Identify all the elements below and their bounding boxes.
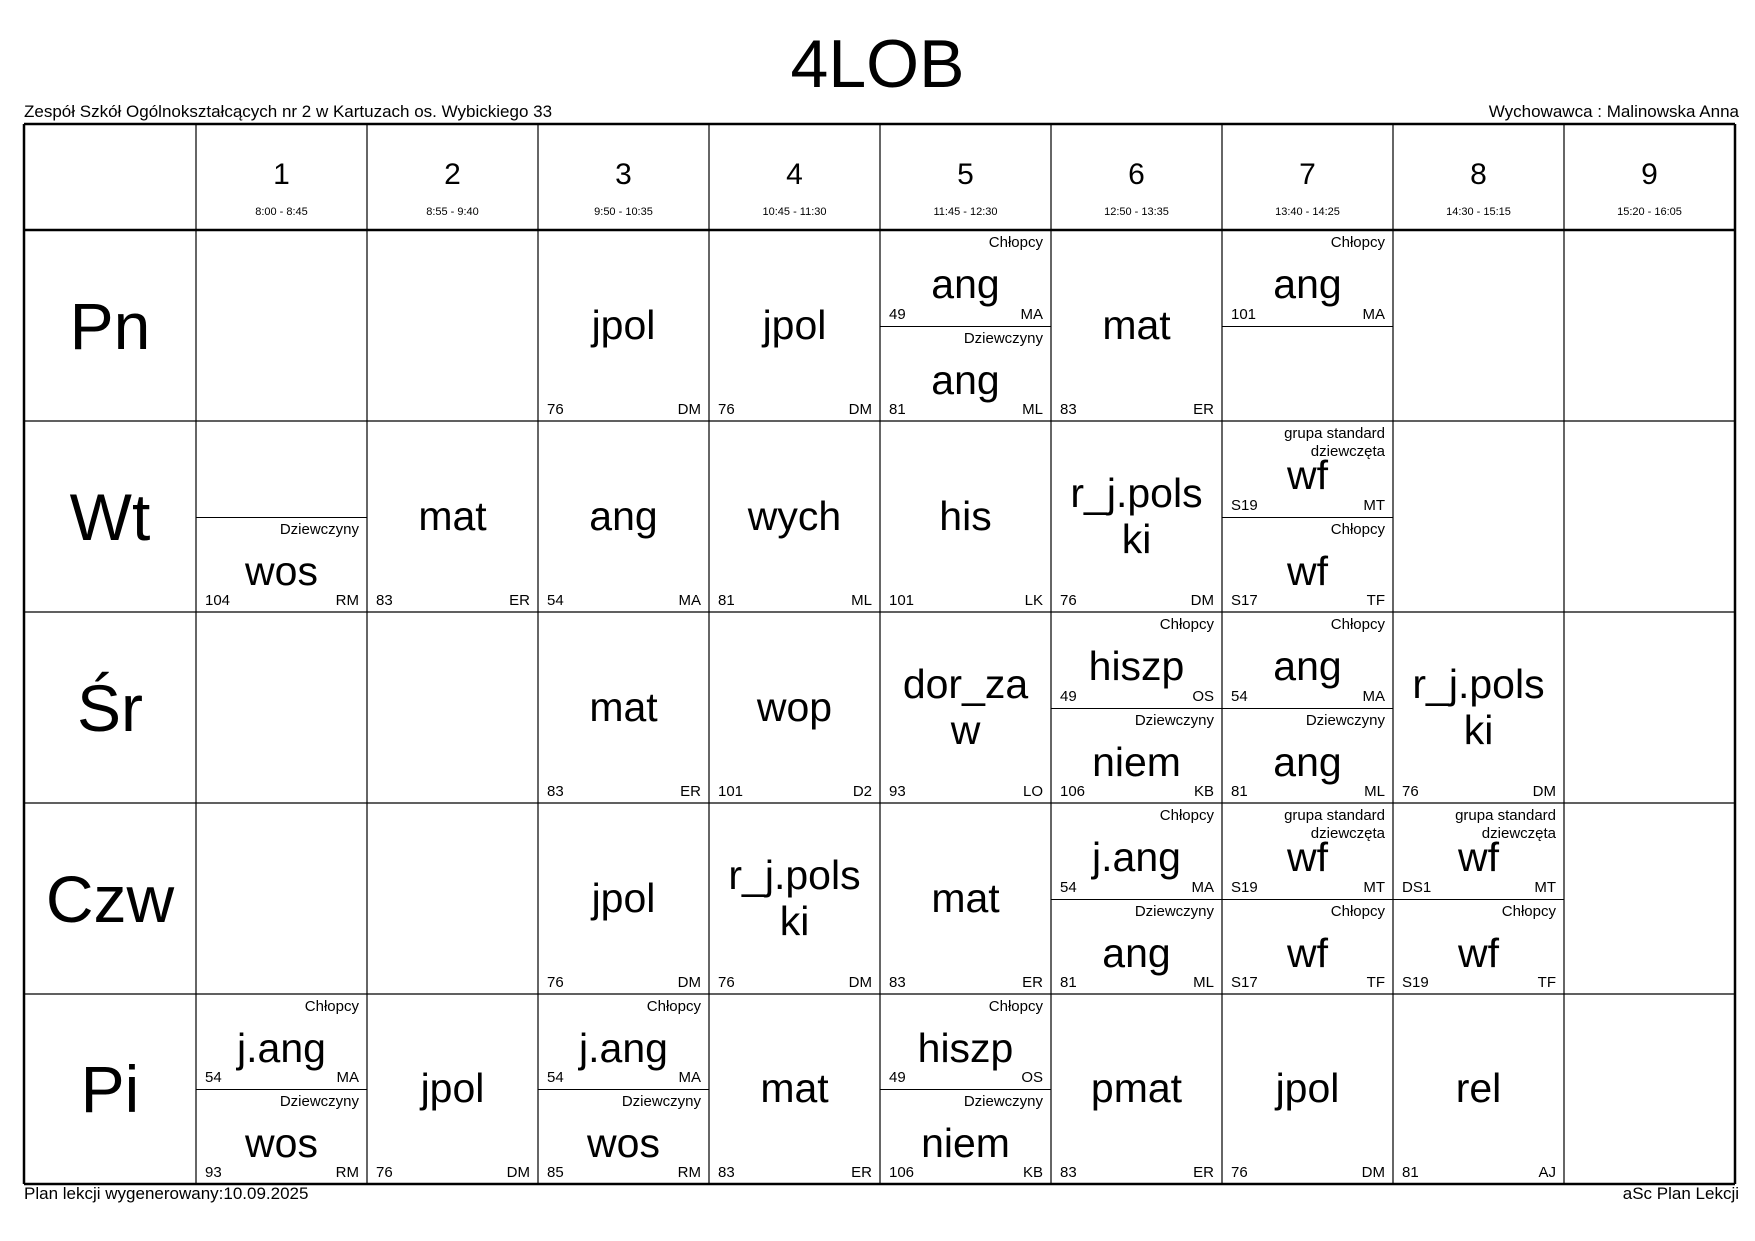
lesson-teacher: MA <box>1191 878 1214 896</box>
period-header <box>1564 124 1735 230</box>
period-number: 5 <box>957 158 974 191</box>
lesson-room: 83 <box>889 974 906 991</box>
period-time: 15:20 - 16:05 <box>1617 206 1682 218</box>
lesson-subject: wf <box>1458 929 1499 976</box>
lesson-subject: jpol <box>1275 1065 1340 1112</box>
lesson <box>1222 612 1393 708</box>
lesson <box>1393 612 1564 803</box>
lesson-cell <box>880 421 1051 612</box>
lesson-group: Dziewczyny <box>279 1093 359 1110</box>
day-label: Pn <box>69 288 151 363</box>
lesson-cell <box>196 421 367 612</box>
lesson-cell <box>1051 230 1222 421</box>
lesson-teacher: TF <box>1366 974 1385 991</box>
lesson <box>538 803 709 994</box>
lesson-room: 81 <box>1060 974 1077 991</box>
lesson-subject: wop <box>756 683 833 730</box>
lesson-room: S17 <box>1231 592 1258 609</box>
lesson <box>1051 708 1222 804</box>
lesson-cell <box>880 803 1051 994</box>
lesson <box>1393 899 1564 995</box>
lesson <box>880 994 1051 1089</box>
lesson-room: 83 <box>1060 1164 1077 1181</box>
lesson-cell <box>1222 421 1393 612</box>
lesson-group: Chłopcy <box>1330 902 1385 920</box>
group-divider <box>1222 326 1393 327</box>
lesson-cell <box>367 421 538 612</box>
lesson-teacher: RM <box>335 592 359 609</box>
lesson-group: Dziewczyny <box>279 520 359 538</box>
lesson <box>880 803 1051 994</box>
lesson-subject: r_j.pols ki <box>1412 661 1545 753</box>
lesson-room: 54 <box>1060 878 1077 896</box>
lesson-cell <box>1222 612 1393 803</box>
lesson-teacher: MT <box>1534 878 1556 896</box>
lesson-cell <box>709 230 880 421</box>
period-time: 14:30 - 15:15 <box>1446 206 1511 218</box>
period-time: 9:50 - 10:35 <box>594 206 653 218</box>
lesson-cell <box>880 994 1051 1184</box>
timetable-title: 4LOB <box>790 26 965 102</box>
lesson <box>196 1089 367 1184</box>
lesson-group: grupa standard dziewczęta <box>1284 425 1385 460</box>
period-number: 7 <box>1299 158 1316 191</box>
lesson-room: 83 <box>1060 401 1077 418</box>
lesson-subject: niem <box>921 1119 1010 1166</box>
lesson-cell <box>1222 803 1393 994</box>
lesson-cell <box>196 994 367 1184</box>
period-header <box>709 124 880 230</box>
lesson-subject: wos <box>245 547 318 594</box>
lesson-teacher: LO <box>1022 783 1043 800</box>
lesson-room: 81 <box>1402 1164 1419 1181</box>
lesson-teacher: DM <box>1532 783 1556 800</box>
lesson-cell <box>367 994 538 1184</box>
lesson <box>1051 803 1222 899</box>
lesson <box>367 994 538 1184</box>
lesson-teacher: ML <box>1364 783 1385 800</box>
lesson-subject: j.ang <box>1092 834 1181 881</box>
lesson-group: Chłopcy <box>988 234 1043 251</box>
lesson-room: 76 <box>1231 1164 1248 1181</box>
lesson-cell <box>1393 803 1564 994</box>
period-time: 10:45 - 11:30 <box>762 206 827 218</box>
lesson-room: 76 <box>718 974 735 991</box>
lesson-cell <box>1051 803 1222 994</box>
period-number: 1 <box>273 158 290 191</box>
lesson-subject: pmat <box>1090 1065 1183 1112</box>
lesson-room: 101 <box>718 783 744 800</box>
period-header <box>880 124 1051 230</box>
lesson-teacher: MA <box>1362 687 1385 705</box>
lesson-room: DS1 <box>1402 878 1432 896</box>
lesson-teacher: KB <box>1193 783 1214 800</box>
lesson-subject: dor_za w <box>902 661 1029 753</box>
school-name: Zespół Szkół Ogólnokształcących nr 2 w Kartuzach os. Wybickiego 33 <box>24 102 553 121</box>
lesson-room: 83 <box>718 1164 735 1181</box>
lesson-teacher: D2 <box>852 783 872 800</box>
lesson <box>1222 421 1393 517</box>
lesson-teacher: ER <box>680 783 701 800</box>
lesson-room: 93 <box>889 783 906 800</box>
lesson-subject: jpol <box>591 301 656 348</box>
lesson-teacher: DM <box>848 401 872 418</box>
lesson-subject: ang <box>1273 643 1342 690</box>
lesson-room: S17 <box>1231 974 1258 991</box>
period-time: 8:55 - 9:40 <box>426 206 479 218</box>
lesson-subject: ang <box>1102 929 1171 976</box>
lesson <box>709 421 880 612</box>
lesson-room: S19 <box>1231 878 1258 896</box>
lesson-cell <box>709 421 880 612</box>
period-number: 3 <box>615 158 632 191</box>
lesson-teacher: ER <box>509 592 530 609</box>
lesson <box>1393 803 1564 899</box>
class-teacher: Wychowawca : Malinowska Anna <box>1488 102 1739 121</box>
lesson-cell <box>880 230 1051 421</box>
lesson-group: Dziewczyny <box>1305 711 1385 729</box>
lesson-group: grupa standard dziewczęta <box>1284 807 1385 842</box>
lesson-teacher: MA <box>336 1069 359 1086</box>
lesson <box>196 517 367 613</box>
lesson <box>880 1089 1051 1184</box>
lesson-room: S19 <box>1402 974 1429 991</box>
lesson <box>880 230 1051 326</box>
lesson-subject: ang <box>931 356 1000 403</box>
lesson-subject: mat <box>931 874 1000 921</box>
lesson-group: Chłopcy <box>1330 616 1385 633</box>
lesson-room: 85 <box>547 1164 564 1181</box>
lesson-teacher: MA <box>678 592 701 609</box>
lesson-cell <box>538 421 709 612</box>
day-label: Wt <box>69 479 151 554</box>
lesson <box>1051 612 1222 708</box>
lesson-subject: wf <box>1287 834 1328 881</box>
lesson-subject: ang <box>931 261 1000 308</box>
lesson-teacher: ML <box>851 592 872 609</box>
lesson-cell <box>1222 994 1393 1184</box>
lesson-teacher: MA <box>1020 305 1043 323</box>
period-time: 8:00 - 8:45 <box>255 206 308 218</box>
lesson-teacher: MA <box>678 1069 701 1086</box>
lesson <box>1051 421 1222 612</box>
period-header <box>196 124 367 230</box>
lesson <box>196 994 367 1089</box>
lesson-teacher: ER <box>1022 974 1043 991</box>
lesson-teacher: DM <box>677 401 701 418</box>
lesson <box>1222 230 1393 326</box>
lesson <box>709 230 880 421</box>
lesson-teacher: RM <box>677 1164 701 1181</box>
lesson-room: 49 <box>889 1069 906 1086</box>
period-header <box>1051 124 1222 230</box>
lesson-subject: hiszp <box>1088 643 1185 690</box>
lesson-subject: mat <box>589 683 658 730</box>
lesson-room: 93 <box>205 1164 222 1181</box>
lesson-teacher: ML <box>1193 974 1214 991</box>
lesson-group: Chłopcy <box>304 998 359 1015</box>
lesson-group: Dziewczyny <box>963 1093 1043 1110</box>
lesson-teacher: MA <box>1362 305 1385 323</box>
period-header <box>1222 124 1393 230</box>
lesson-subject: mat <box>760 1065 829 1112</box>
lesson-teacher: DM <box>848 974 872 991</box>
lesson-subject: ang <box>1273 261 1342 308</box>
lesson-subject: wf <box>1287 929 1328 976</box>
lesson-subject: wf <box>1458 834 1499 881</box>
lesson-room: 83 <box>547 783 564 800</box>
period-number: 4 <box>786 158 803 191</box>
period-number: 9 <box>1641 158 1658 191</box>
lesson-room: 54 <box>547 1069 564 1086</box>
lesson-cell <box>1222 230 1393 421</box>
lesson-room: 49 <box>1060 687 1077 705</box>
lesson-room: 49 <box>889 305 906 323</box>
lesson-subject: r_j.pols ki <box>1070 470 1203 562</box>
period-time: 11:45 - 12:30 <box>933 206 998 218</box>
lesson <box>1222 708 1393 804</box>
lesson-subject: jpol <box>420 1065 485 1112</box>
lesson-subject: wos <box>245 1119 318 1166</box>
lesson-teacher: DM <box>506 1164 530 1181</box>
lesson-cell <box>1393 994 1564 1184</box>
lesson <box>880 612 1051 803</box>
lesson-cell <box>538 803 709 994</box>
lesson <box>538 421 709 612</box>
lesson-room: 54 <box>547 592 564 609</box>
lesson <box>709 994 880 1184</box>
lesson-subject: rel <box>1455 1065 1502 1112</box>
lesson <box>367 421 538 612</box>
lesson-cell <box>1051 994 1222 1184</box>
lesson-subject: r_j.pols ki <box>728 852 861 944</box>
lesson-room: 106 <box>889 1164 915 1181</box>
lesson <box>709 612 880 803</box>
lesson-cell <box>1051 612 1222 803</box>
period-number: 2 <box>444 158 461 191</box>
lesson-group: Chłopcy <box>988 998 1043 1015</box>
lesson-subject: wf <box>1287 547 1328 594</box>
lesson <box>880 421 1051 612</box>
lesson-room: 76 <box>718 401 735 418</box>
period-time: 13:40 - 14:25 <box>1275 206 1340 218</box>
lesson-room: 101 <box>889 592 915 609</box>
lesson-room: 76 <box>1402 783 1419 800</box>
lesson-cell <box>538 612 709 803</box>
lesson <box>538 994 709 1089</box>
day-label: Pi <box>80 1052 140 1126</box>
lesson-teacher: DM <box>1190 592 1214 609</box>
lesson <box>1222 803 1393 899</box>
lesson-room: 54 <box>1231 687 1248 705</box>
lesson-group: Dziewczyny <box>1134 902 1214 920</box>
period-number: 6 <box>1128 158 1145 191</box>
lesson-subject: j.ang <box>237 1024 326 1071</box>
lesson-subject: ang <box>589 492 658 539</box>
lesson-subject: niem <box>1092 738 1181 785</box>
lesson-teacher: TF <box>1537 974 1556 991</box>
lesson-teacher: MT <box>1363 496 1385 514</box>
lesson-group: Chłopcy <box>1159 616 1214 633</box>
software-credit: aSc Plan Lekcji <box>1622 1184 1739 1203</box>
period-number: 8 <box>1470 158 1487 191</box>
lesson-room: 54 <box>205 1069 222 1086</box>
period-header <box>1393 124 1564 230</box>
lesson-room: 81 <box>1231 783 1248 800</box>
lesson <box>1393 994 1564 1184</box>
lesson-subject: mat <box>418 492 487 539</box>
lesson-teacher: ML <box>1022 401 1043 418</box>
lesson <box>1051 899 1222 995</box>
lesson-room: 104 <box>205 592 231 609</box>
lesson <box>1051 994 1222 1184</box>
lesson <box>880 326 1051 422</box>
lesson-room: 101 <box>1231 305 1257 323</box>
lesson <box>1222 994 1393 1184</box>
lesson <box>538 612 709 803</box>
lesson-room: 81 <box>718 592 735 609</box>
lesson-group: Dziewczyny <box>963 329 1043 347</box>
lesson-group: Dziewczyny <box>1134 711 1214 729</box>
lesson-group: Chłopcy <box>1330 520 1385 538</box>
lesson-teacher: ER <box>1193 401 1214 418</box>
lesson-cell <box>1051 421 1222 612</box>
day-label: Śr <box>77 670 143 745</box>
lesson <box>1051 230 1222 421</box>
lesson-room: 83 <box>376 592 393 609</box>
lesson-subject: his <box>939 492 992 539</box>
lesson <box>538 1089 709 1184</box>
lesson-teacher: DM <box>677 974 701 991</box>
lesson-group: grupa standard dziewczęta <box>1455 807 1556 842</box>
lesson-subject: jpol <box>591 874 656 921</box>
period-header <box>367 124 538 230</box>
day-label: Czw <box>45 861 175 936</box>
lesson-cell <box>538 994 709 1184</box>
lesson-room: 76 <box>547 401 564 418</box>
lesson-subject: wf <box>1287 452 1328 499</box>
lesson-teacher: OS <box>1192 687 1214 705</box>
lesson-room: 76 <box>1060 592 1077 609</box>
lesson <box>1222 517 1393 613</box>
lesson-group: Chłopcy <box>646 998 701 1015</box>
lesson-subject: j.ang <box>579 1024 668 1071</box>
lesson <box>709 803 880 994</box>
lesson-teacher: TF <box>1366 592 1385 609</box>
lesson <box>1222 899 1393 995</box>
lesson-subject: jpol <box>762 301 827 348</box>
lesson-subject: wos <box>587 1119 660 1166</box>
lesson-teacher: MT <box>1363 878 1385 896</box>
lesson-cell <box>1393 612 1564 803</box>
lesson-subject: wych <box>747 492 842 539</box>
lesson-teacher: ER <box>851 1164 872 1181</box>
lesson-cell <box>709 994 880 1184</box>
lesson-teacher: OS <box>1021 1069 1043 1086</box>
lesson-group: Dziewczyny <box>621 1093 701 1110</box>
lesson-cell <box>709 612 880 803</box>
period-header <box>538 124 709 230</box>
lesson <box>538 230 709 421</box>
lesson-room: 81 <box>889 401 906 418</box>
lesson-teacher: KB <box>1022 1164 1043 1181</box>
lesson-subject: ang <box>1273 738 1342 785</box>
lesson-room: 106 <box>1060 783 1086 800</box>
lesson-cell <box>880 612 1051 803</box>
lesson-subject: mat <box>1102 301 1171 348</box>
lesson-teacher: ER <box>1193 1164 1214 1181</box>
lesson-cell <box>709 803 880 994</box>
lesson-teacher: AJ <box>1538 1164 1556 1181</box>
lesson-teacher: DM <box>1361 1164 1385 1181</box>
lesson-room: 76 <box>547 974 564 991</box>
period-time: 12:50 - 13:35 <box>1104 206 1169 218</box>
lesson-group: Chłopcy <box>1159 807 1214 824</box>
lesson-subject: hiszp <box>917 1024 1014 1071</box>
lesson-teacher: RM <box>335 1164 359 1181</box>
lesson-group: Chłopcy <box>1501 902 1556 920</box>
generated-date: Plan lekcji wygenerowany:10.09.2025 <box>24 1184 309 1203</box>
lesson-teacher: LK <box>1024 592 1043 609</box>
lesson-cell <box>538 230 709 421</box>
lesson-group: Chłopcy <box>1330 234 1385 251</box>
lesson-room: 76 <box>376 1164 393 1181</box>
lesson-room: S19 <box>1231 496 1258 514</box>
